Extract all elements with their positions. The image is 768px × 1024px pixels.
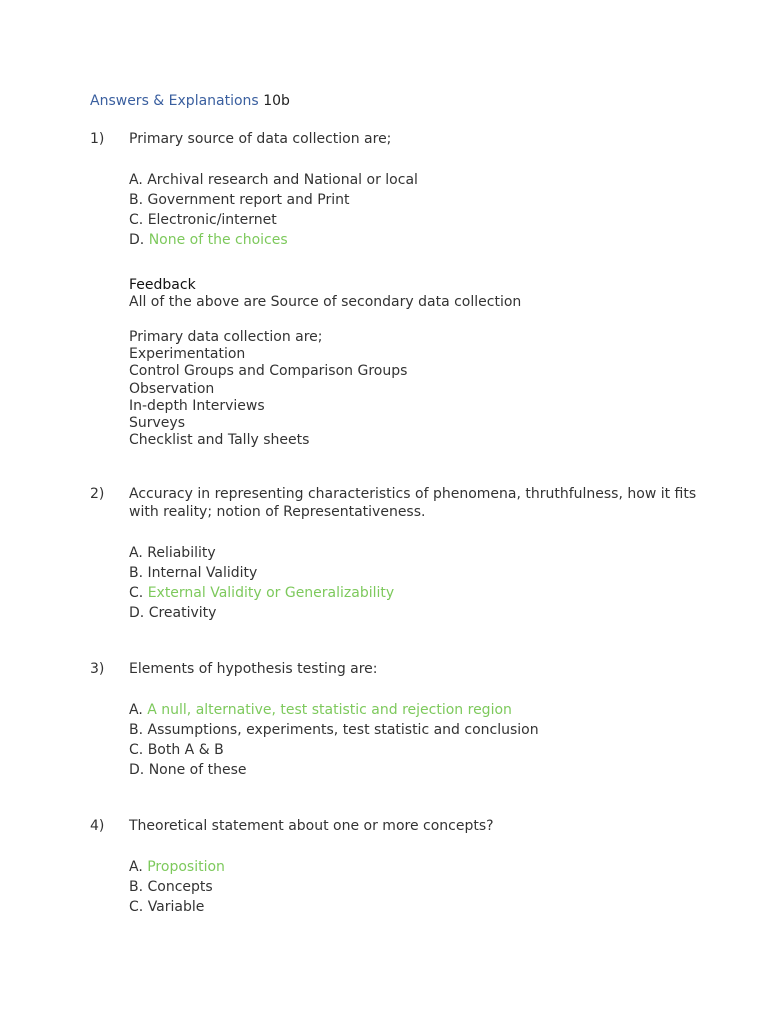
feedback-list-item: Surveys [129,415,185,432]
choice-text: Internal Validity [147,565,258,581]
choice-text: Electronic/internet [147,212,277,228]
choice-c [129,740,710,760]
choice-text: Creativity [148,605,217,621]
feedback-summary: All of the above are Source of secondary data collection [129,294,522,310]
choice-b [129,563,710,583]
feedback-title: Feedback [129,277,196,293]
choice-letter: A. [129,545,143,561]
choice-letter: C. [129,585,144,601]
choice-list [129,700,710,780]
choice-letter: A. [129,859,143,875]
choice-text: Concepts [147,879,213,895]
choice-text: Government report and Print [147,192,350,208]
choice-text: Archival research and National or local [147,172,418,188]
feedback-list [129,329,710,449]
question-text: Accuracy in representing characteristics of phenomena, thruthfulness, how it fits with reality; notion of Representativeness. [129,486,697,520]
choice-list [129,543,710,623]
heading-code: 10b [263,93,290,109]
choice-letter: D. [129,605,145,621]
feedback-list-item: Experimentation [129,346,246,363]
question-4 [90,817,710,917]
choice-letter: B. [129,192,144,208]
feedback-list-item: Primary data collection are; [129,329,323,345]
choice-letter: B. [129,879,144,895]
choice-text: Reliability [147,545,216,561]
choice-letter: B. [129,722,144,738]
question-2 [90,485,710,623]
choice-letter: A. [129,172,143,188]
choice-b [129,877,710,897]
correct-answer-text: A null, alternative, test statistic and rejection region [147,702,512,718]
choice-letter: B. [129,565,144,581]
correct-answer-text: External Validity or Generalizability [147,585,395,601]
choice-d [129,760,710,780]
choice-a [129,543,710,563]
choice-letter: C. [129,212,144,228]
question-text: Primary source of data collection are; [129,131,392,147]
choice-letter: A. [129,702,143,718]
question-number: 1) [90,131,105,147]
question-3 [90,660,710,780]
choice-text: Both A & B [147,742,224,758]
choice-a-correct [129,700,710,720]
choice-text: None of these [148,762,247,778]
choice-list [129,857,710,917]
choice-a [129,170,710,190]
feedback-section [129,276,710,449]
choice-d-correct [129,230,710,250]
correct-answer-text: None of the choices [148,232,288,248]
choice-d [129,603,710,623]
choice-b [129,190,710,210]
heading-title: Answers & Explanations [90,93,259,109]
question-1 [90,130,710,449]
document-heading [90,92,290,110]
choice-letter: C. [129,742,144,758]
feedback-list-item: Observation [129,380,215,397]
choice-c [129,897,710,917]
choice-a-correct [129,857,710,877]
choice-letter: C. [129,899,144,915]
question-number: 4) [90,818,105,834]
feedback-list-item: Control Groups and Comparison Groups [129,363,408,380]
choice-c [129,210,710,230]
choice-b [129,720,710,740]
choice-list [129,170,710,250]
feedback-list-item: Checklist and Tally sheets [129,432,310,449]
question-text: Elements of hypothesis testing are: [129,661,378,677]
choice-text: Assumptions, experiments, test statistic and conclusion [147,722,539,738]
feedback-list-item: In-depth Interviews [129,397,265,414]
question-number: 3) [90,661,105,677]
choice-letter: D. [129,762,145,778]
choice-text: Variable [147,899,205,915]
correct-answer-text: Proposition [147,859,225,875]
choice-letter: D. [129,232,145,248]
choice-c-correct [129,583,710,603]
question-number: 2) [90,486,105,502]
question-text: Theoretical statement about one or more concepts? [129,818,494,834]
